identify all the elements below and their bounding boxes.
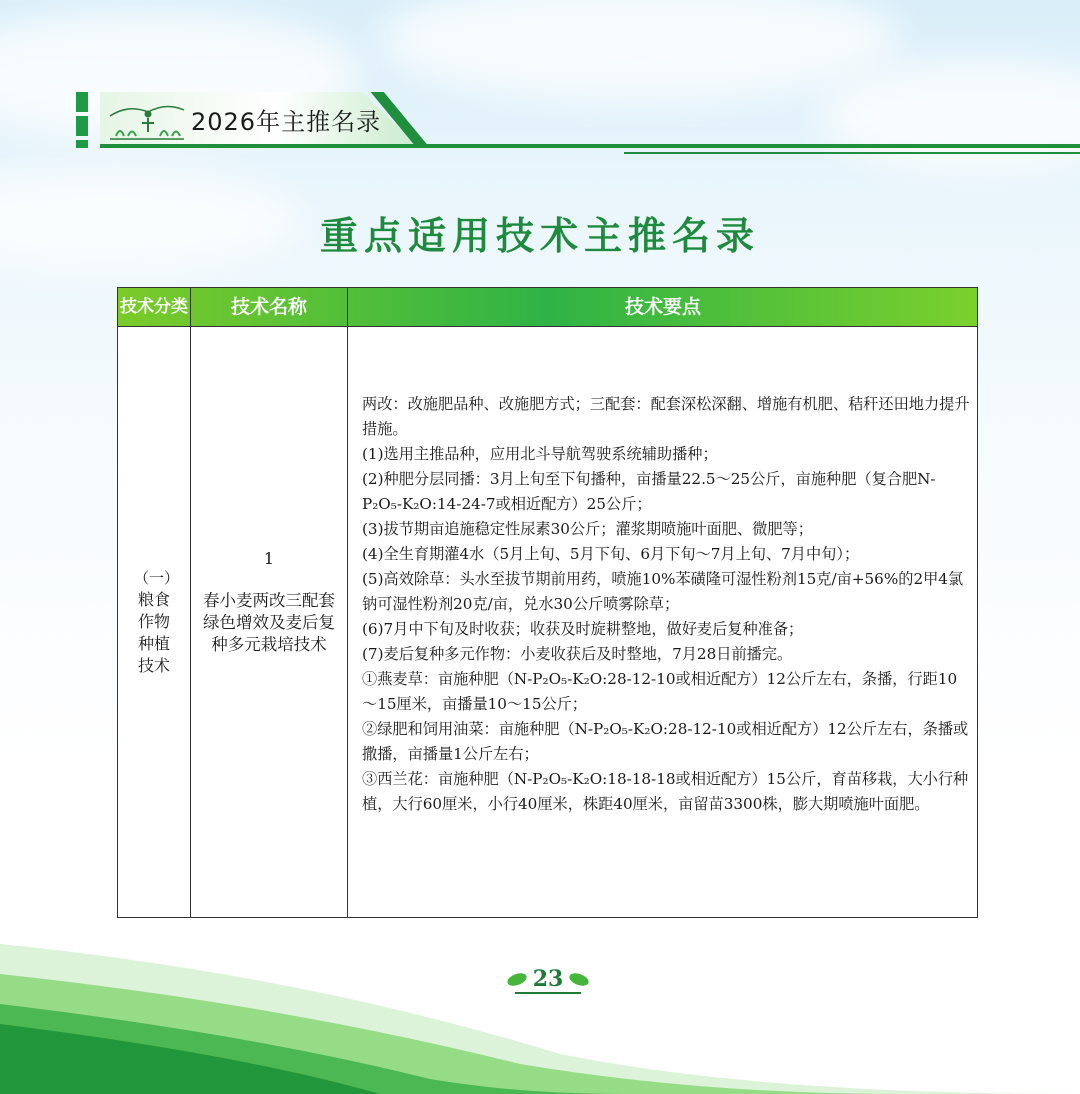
point-item: (5)高效除草：头水至拔节期前用药，喷施10%苯磺隆可湿性粉剂15克/亩+56%的2甲4氯钠可湿性粉剂20克/亩，兑水30公斤喷雾除草； [362,570,964,613]
banner-stripe [76,116,88,136]
banner-rule [624,152,1080,154]
farm-scene-icon [108,96,186,142]
tech-number: 1 [263,548,275,568]
point-item: (1)选用主推品种，应用北斗导航驾驶系统辅助播种； [362,445,718,463]
point-item: (2)种肥分层同播：3月上旬至下旬播种，亩播量22.5～25公斤，亩施种肥（复合肥N-P₂O₅-K₂O:14-24-7或相近配方）25公斤； [362,470,936,513]
banner-rule [100,144,1080,148]
section-banner [76,92,1080,162]
banner-stripe [76,92,88,112]
point-item: ③西兰花：亩施种肥（N-P₂O₅-K₂O:18-18-18或相近配方）15公斤，育苗移栽，大小行种植，大行60厘米，小行40厘米，株距40厘米，亩留苗3300株，膨大期喷施叶面肥。 [362,770,969,813]
category-cell [118,327,190,917]
column-divider [347,288,348,917]
tech-table [117,287,978,918]
point-item: ①燕麦草：亩施种肥（N-P₂O₅-K₂O:28-12-10或相近配方）12公斤左右，条播，行距10～15厘米，亩播量10～15公斤； [362,670,958,713]
table-header [118,288,977,327]
page-title: 重点适用技术主推名录 [319,214,760,258]
tech-name: 春小麦两改三配套绿色增效及麦后复种多元栽培技术 [203,590,335,654]
category-number: （一） [134,569,180,587]
category-label: 粮食作物种植技术 [137,590,170,675]
point-item: 两改：改施肥品种、改施肥方式；三配套：配套深松深翻、增施有机肥、秸秆还田地力提升措施。 [362,395,970,438]
point-item: (6)7月中下旬及时收获；收获及时旋耕整地，做好麦后复种准备； [362,620,804,638]
point-item: (7)麦后复种多元作物：小麦收获后及时整地，7月28日前播完。 [362,645,793,663]
column-header-category: 技术分类 [120,297,188,317]
page-number-text: 23 [532,966,564,992]
point-item: (4)全生育期灌4水（5月上旬、5月下旬、6月下旬～7月上旬、7月中旬）； [362,545,860,563]
footer-wave-decoration [0,904,1080,1094]
point-item: (3)拔节期亩追施稳定性尿素30公斤；灌浆期喷施叶面肥、微肥等； [362,520,813,538]
background-cloud [380,0,900,100]
column-header-points: 技术要点 [624,296,701,318]
banner-stripe [76,140,88,148]
tech-name-cell [191,327,347,917]
column-header-name: 技术名称 [230,296,307,318]
banner-title: 2026年主推名录 [191,108,382,136]
tech-points-cell [362,392,972,817]
point-item: ②绿肥和饲用油菜：亩施种肥（N-P₂O₅-K₂O:28-12-10或相近配方）12公斤左右，条播或撒播，亩播量1公斤左右； [362,720,969,763]
